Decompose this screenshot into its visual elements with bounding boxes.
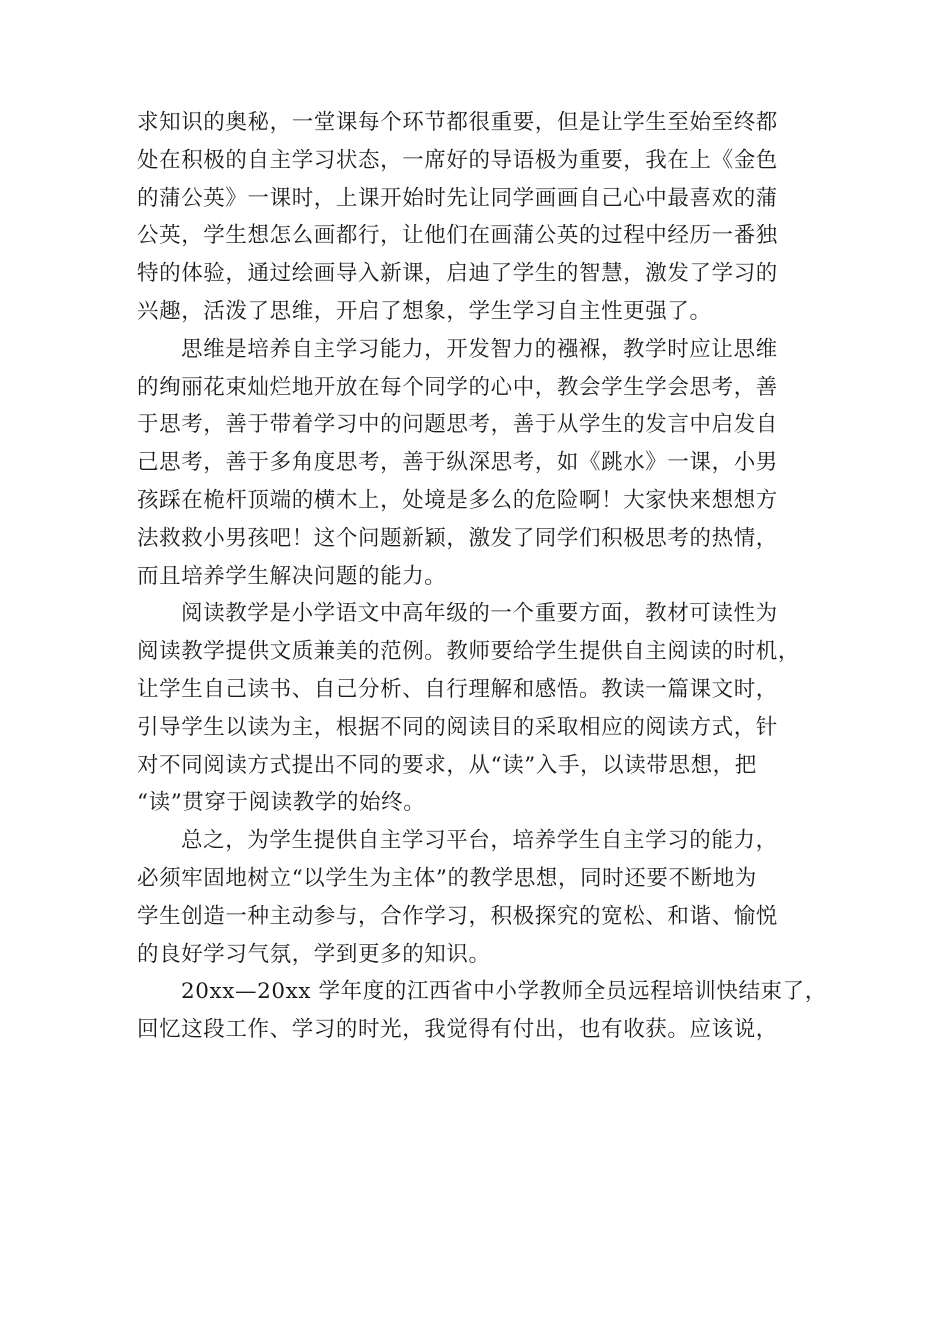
text-line: 阅读教学提供文质兼美的范例。教师要给学生提供自主阅读的时机，	[137, 639, 801, 665]
text-line: 己思考，善于多角度思考，善于纵深思考，如《跳水》一课，小男	[137, 450, 778, 476]
text-line: 求知识的奥秘，一堂课每个环节都很重要，但是让学生至始至终都	[137, 110, 778, 135]
text-line: 特的体验，通过绘画导入新课，启迪了学生的智慧，激发了学习的	[137, 261, 778, 287]
text-line: 而且培养学生解决问题的能力。	[137, 563, 447, 589]
text-line: 公英，学生想怎么画都行，让他们在画蒲公英的过程中经历一番独	[137, 223, 778, 249]
text-line: 引导学生以读为主，根据不同的阅读目的采取相应的阅读方式，针	[137, 714, 778, 740]
text-line: 于思考，善于带着学习中的问题思考，善于从学生的发言中启发自	[137, 412, 778, 438]
paragraph-start-line: 总之，为学生提供自主学习平台，培养学生自主学习的能力，	[181, 828, 778, 854]
text-line: 学生创造一种主动参与，合作学习，积极探究的宽松、和谐、愉悦	[137, 903, 778, 929]
body-text	[137, 104, 827, 1049]
text-line: 必须牢固地树立“以学生为主体”的教学思想，同时还要不断地为	[137, 865, 757, 891]
text-line: 对不同阅读方式提出不同的要求，从“读”入手，以读带思想，把	[137, 752, 757, 778]
text-line: 让学生自己读书、自己分析、自行理解和感悟。教读一篇课文时，	[137, 676, 778, 702]
text-line: 处在积极的自主学习状态，一席好的导语极为重要，我在上《金色	[137, 147, 778, 173]
text-line: “读”贯穿于阅读教学的始终。	[137, 790, 426, 816]
text-line: 的绚丽花束灿烂地开放在每个同学的心中，教会学生学会思考，善	[137, 374, 778, 400]
text-line: 法救救小男孩吧！这个问题新颖，激发了同学们积极思考的热情，	[137, 525, 778, 551]
text-line: 的蒲公英》一课时，上课开始时先让同学画画自己心中最喜欢的蒲	[137, 185, 778, 211]
text-line: 的良好学习气氛，学到更多的知识。	[137, 941, 491, 967]
paragraph-start-line: 阅读教学是小学语文中高年级的一个重要方面，教材可读性为	[181, 601, 778, 627]
text-line: 孩踩在桅杆顶端的横木上，处境是多么的危险啊！大家快来想想方	[137, 487, 778, 513]
text-line: 回忆这段工作、学习的时光，我觉得有付出，也有收获。应该说，	[137, 1017, 778, 1043]
paragraph-start-line: 20xx—20xx 学年度的江西省中小学教师全员远程培训快结束了，	[181, 979, 827, 1005]
paragraph-start-line: 思维是培养自主学习能力，开发智力的襁褓，教学时应让思维	[181, 336, 778, 362]
text-line: 兴趣，活泼了思维，开启了想象，学生学习自主性更强了。	[137, 298, 712, 324]
